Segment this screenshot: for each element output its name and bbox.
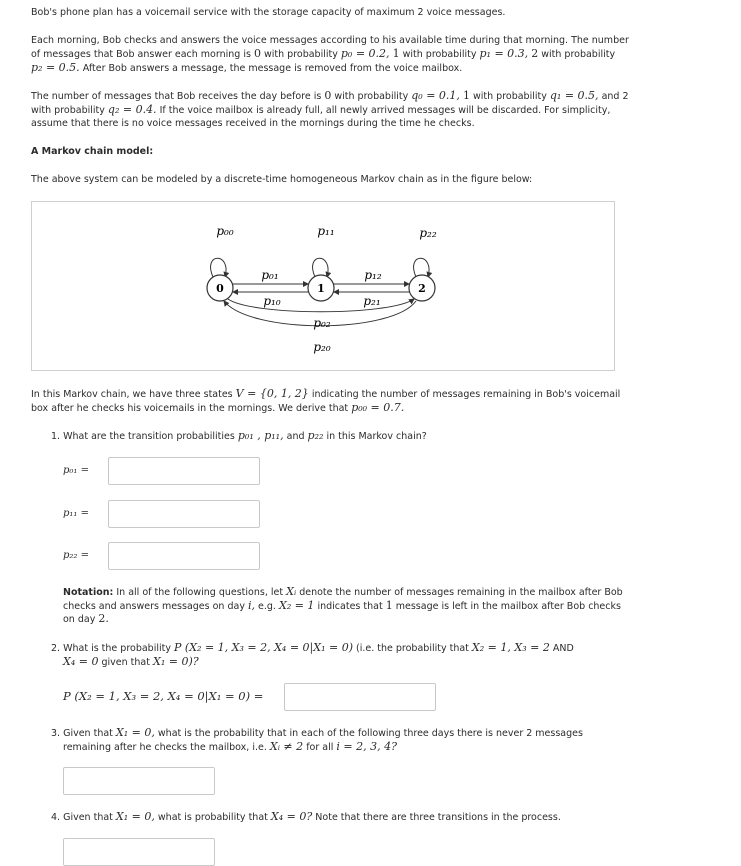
- p22-answer-input[interactable]: [108, 542, 260, 570]
- question-1: 1. What are the transition probabilities p₀₁ , p₁₁, and p₂₂ in this Markov chain?: [51, 429, 427, 442]
- label-p10: p₁₀: [263, 294, 281, 308]
- label-p02: p₀₂: [313, 316, 331, 330]
- q2-answer-input[interactable]: [284, 683, 436, 711]
- state-2-label: 2: [418, 282, 426, 295]
- state-0-label: 0: [216, 282, 224, 295]
- para3-line2: with probability q₂ = 0.4. If the voice mailbox is already full, all newly arrived messages will be discarded. For simplicity,: [31, 103, 611, 116]
- para3-line1: The number of messages that Bob receives the day before is 0 with probability q₀ = 0.1, 1 with probability q₁ = 0.5, and 2: [31, 89, 629, 102]
- para2-line3: p₂ = 0.5. After Bob answers a message, the message is removed from the voice mailbox.: [31, 61, 463, 74]
- question-3-line1: 3. Given that X₁ = 0, what is the probability that in each of the following three days there is never 2 messages: [51, 726, 583, 739]
- label-p22-input: p₂₂ =: [63, 550, 89, 561]
- self-loop-1: [313, 258, 329, 277]
- label-p00: p₀₀: [216, 224, 234, 238]
- q4-answer-input[interactable]: [63, 838, 215, 866]
- label-p01: p₀₁: [261, 268, 279, 282]
- label-p11: p₁₁: [317, 224, 335, 238]
- question-3-line2: remaining after he checks the mailbox, i.e. Xᵢ ≠ 2 for all i = 2, 3, 4?: [63, 740, 398, 753]
- q2-answer-label: P (X₂ = 1, X₃ = 2, X₄ = 0|X₁ = 0) =: [63, 689, 264, 703]
- para2-line2: of messages that Bob answer each morning is 0 with probability p₀ = 0.2, 1 with probability p₁ = 0.3, 2 with probability: [31, 47, 616, 60]
- question-2-line2: X₄ = 0 given that X₁ = 0)?: [63, 655, 199, 668]
- markov-diagram: [31, 201, 615, 371]
- state-1-label: 1: [317, 282, 325, 295]
- para3-line3: assume that there is no voice messages received in the mornings during the time he checks.: [31, 118, 475, 129]
- self-loop-2: [414, 258, 430, 277]
- p01-answer-input[interactable]: [108, 457, 260, 485]
- question-2-line1: 2. What is the probability P (X₂ = 1, X₃ = 2, X₄ = 0|X₁ = 0) (i.e. the probability that X₂ = 1, X₃ = 2 AND: [51, 641, 574, 654]
- markov-chain-figure: [32, 202, 616, 372]
- notation-line2: checks and answers messages on day i, e.g. X₂ = 1 indicates that 1 message is left in the mailbox after Bob checks: [63, 599, 621, 612]
- para2-line1: Each morning, Bob checks and answers the voice messages according to his available time during that morning. The number: [31, 35, 629, 46]
- label-p20: p₂₀: [313, 340, 331, 354]
- q3-answer-input[interactable]: [63, 767, 215, 795]
- question-4: 4. Given that X₁ = 0, what is probability that X₄ = 0? Note that there are three transitions in the process.: [51, 810, 561, 823]
- notation-line3: on day 2.: [63, 612, 109, 625]
- intro-text: Bob's phone plan has a voicemail service with the storage capacity of maximum 2 voice messages.: [31, 7, 506, 18]
- p11-answer-input[interactable]: [108, 500, 260, 528]
- notation-line1: Notation: In all of the following questions, let Xᵢ denote the number of messages remaining in the mailbox after Bob: [63, 585, 623, 598]
- label-p12: p₁₂: [364, 268, 382, 282]
- label-p21: p₂₁: [363, 294, 381, 308]
- states-text-line1: In this Markov chain, we have three states V = {0, 1, 2} indicating the number of messages remaining in Bob's voicemail: [31, 387, 621, 400]
- label-p22: p₂₂: [419, 226, 437, 240]
- self-loop-0: [211, 258, 227, 277]
- markov-intro: The above system can be modeled by a discrete-time homogeneous Markov chain as in the figure below:: [31, 174, 533, 185]
- markov-heading: A Markov chain model:: [31, 146, 154, 157]
- label-p01-input: p₀₁ =: [63, 465, 89, 476]
- states-text-line2: box after he checks his voicemails in the mornings. We derive that p₀₀ = 0.7.: [31, 401, 405, 414]
- label-p11-input: p₁₁ =: [63, 508, 89, 519]
